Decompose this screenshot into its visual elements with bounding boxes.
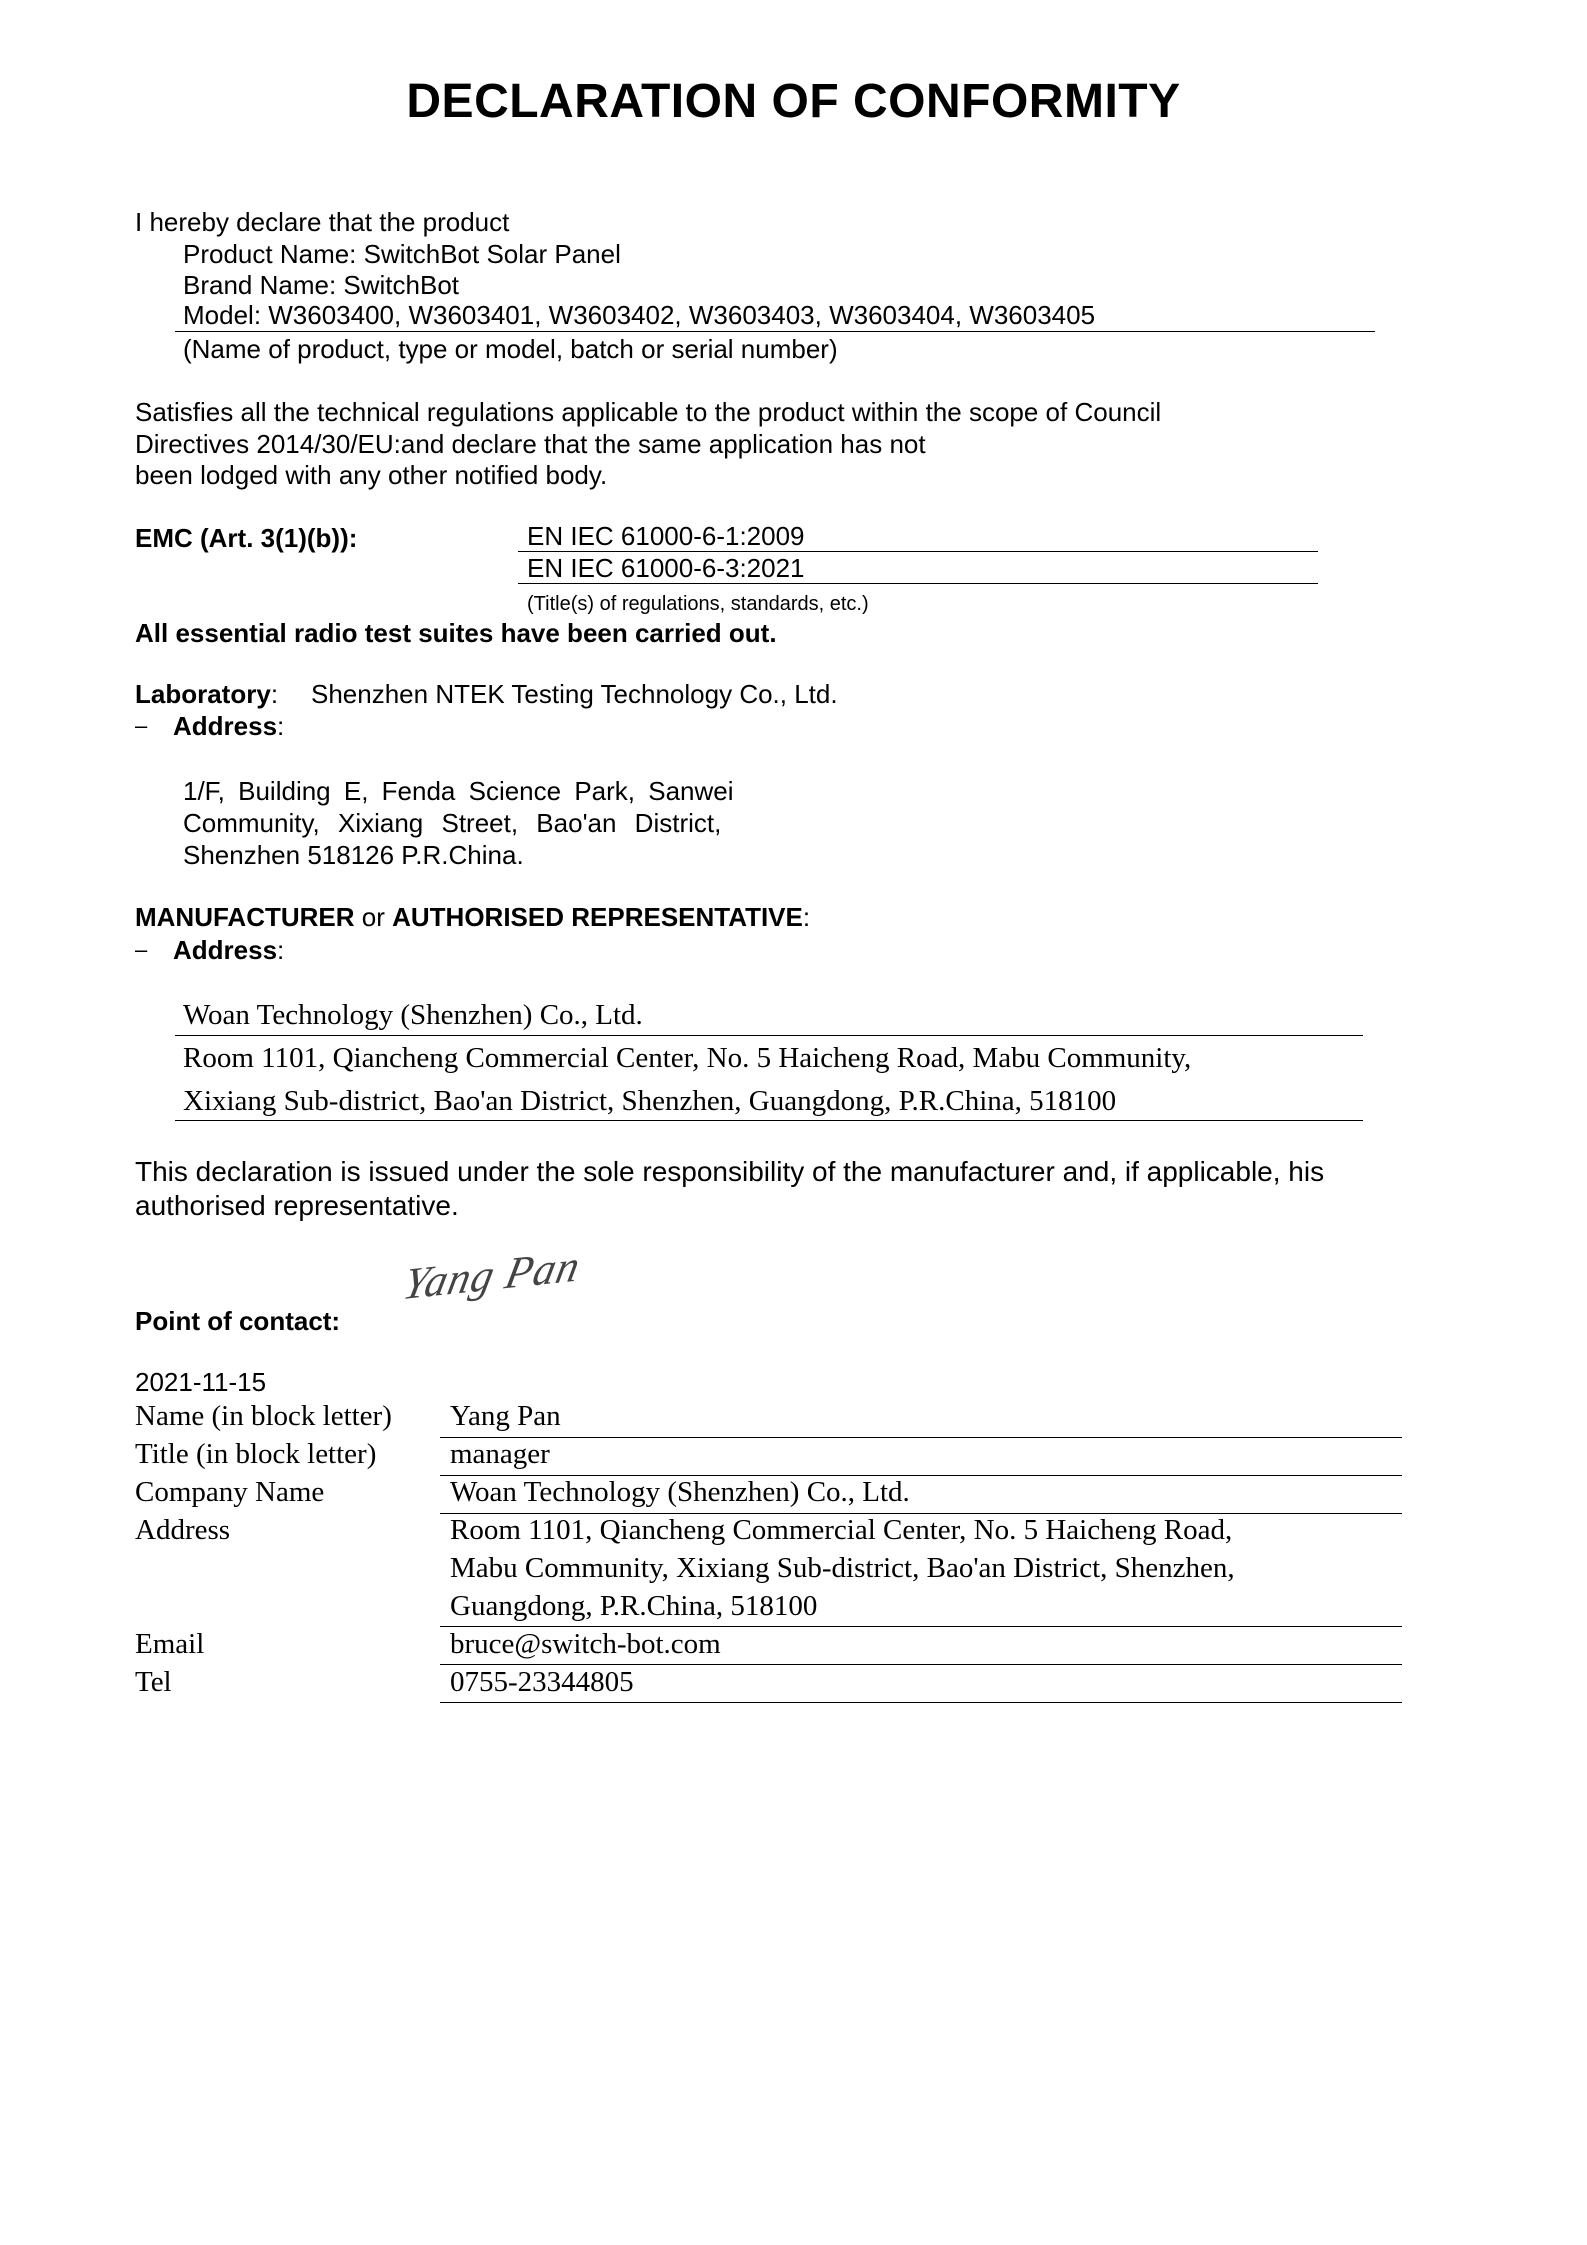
signature: Yang Pan [399,1240,586,1310]
contact-email-underline [440,1664,1402,1665]
emc-standard-1-underline [518,551,1318,552]
manufacturer-address-1: Room 1101, Qiancheng Commercial Center, No. 5 Haicheng Road, Mabu Community, [183,1042,1192,1074]
manufacturer-address-line [173,935,284,966]
contact-address-value-2: Mabu Community, Xixiang Sub-district, Bao'an District, Shenzhen, [450,1552,1235,1584]
laboratory-address-1: 1/F, Building E, Fenda Science Park, Sanwei [183,776,734,806]
point-of-contact-label: Point of contact: [135,1306,341,1336]
manufacturer-label: MANUFACTURER [135,902,355,932]
laboratory-label: Laboratory [135,679,271,709]
manufacturer-dash: – [135,937,148,962]
laboratory-colon: : [270,679,279,709]
satisfies-line-3: been lodged with any other notified body. [135,460,608,490]
responsibility-line-1: This declaration is issued under the sole responsibility of the manufacturer and, if applicable, his [135,1156,1325,1187]
brand-name: Brand Name: SwitchBot [183,270,460,300]
manufacturer-company-underline [175,1035,1363,1036]
product-name: Product Name: SwitchBot Solar Panel [183,239,621,269]
emc-standard-2: EN IEC 61000-6-3:2021 [527,553,805,583]
model-numbers: Model: W3603400, W3603401, W3603402, W3603403, W3603404, W3603405 [183,300,1096,330]
contact-name-label: Name (in block letter) [135,1400,392,1432]
contact-email-label: Email [135,1628,205,1660]
emc-label: EMC (Art. 3(1)(b)): [135,523,358,553]
laboratory-address-label: Address [173,711,278,741]
manufacturer-address-underline [175,1120,1363,1121]
laboratory-dash: – [135,713,148,738]
satisfies-line-2: Directives 2014/30/EU:and declare that the same application has not [135,429,926,459]
contact-name-underline [440,1437,1402,1438]
emc-standard-1: EN IEC 61000-6-1:2009 [527,521,805,551]
contact-address-underline [440,1626,1402,1627]
contact-address-value-1: Room 1101, Qiancheng Commercial Center, No. 5 Haicheng Road, [450,1514,1233,1546]
manufacturer-company: Woan Technology (Shenzhen) Co., Ltd. [183,999,643,1031]
manufacturer-address-colon: : [277,935,285,965]
model-underline [175,331,1375,332]
radio-tests-statement: All essential radio test suites have been carried out. [135,618,777,648]
contact-tel-value: 0755-23344805 [450,1666,634,1698]
manufacturer-address-label: Address [173,935,278,965]
manufacturer-colon: : [802,902,811,932]
manufacturer-heading [135,902,810,933]
emc-standard-2-underline [518,583,1318,584]
contact-email-value: bruce@switch-bot.com [450,1628,721,1660]
contact-date: 2021-11-15 [135,1367,267,1397]
laboratory-address-3: Shenzhen 518126 P.R.China. [183,840,524,870]
declare-statement: I hereby declare that the product [135,207,510,237]
contact-company-value: Woan Technology (Shenzhen) Co., Ltd. [450,1476,910,1508]
contact-address-label: Address [135,1514,231,1546]
contact-company-label: Company Name [135,1476,325,1508]
contact-tel-underline [440,1702,1402,1703]
laboratory-address-2: Community, Xixiang Street, Bao'an District, [183,808,722,838]
page-title: DECLARATION OF CONFORMITY [406,75,1181,128]
authorised-representative-label: AUTHORISED REPRESENTATIVE [392,902,803,932]
contact-address-value-3: Guangdong, P.R.China, 518100 [450,1590,818,1622]
manufacturer-address-2: Xixiang Sub-district, Bao'an District, Shenzhen, Guangdong, P.R.China, 518100 [183,1085,1117,1117]
contact-name-value: Yang Pan [450,1400,561,1432]
laboratory-address-line [173,711,284,742]
responsibility-line-2: authorised representative. [135,1190,459,1221]
emc-caption: (Title(s) of regulations, standards, etc.) [527,593,869,615]
laboratory-name: Shenzhen NTEK Testing Technology Co., Ltd. [311,679,838,709]
contact-tel-label: Tel [135,1666,172,1698]
manufacturer-or: or [354,902,393,932]
contact-title-value: manager [450,1438,550,1470]
laboratory-address-colon: : [277,711,285,741]
satisfies-line-1: Satisfies all the technical regulations applicable to the product within the scope of Council [135,397,1162,427]
contact-title-label: Title (in block letter) [135,1438,377,1470]
product-caption: (Name of product, type or model, batch or serial number) [183,334,838,364]
laboratory-line [135,679,278,710]
